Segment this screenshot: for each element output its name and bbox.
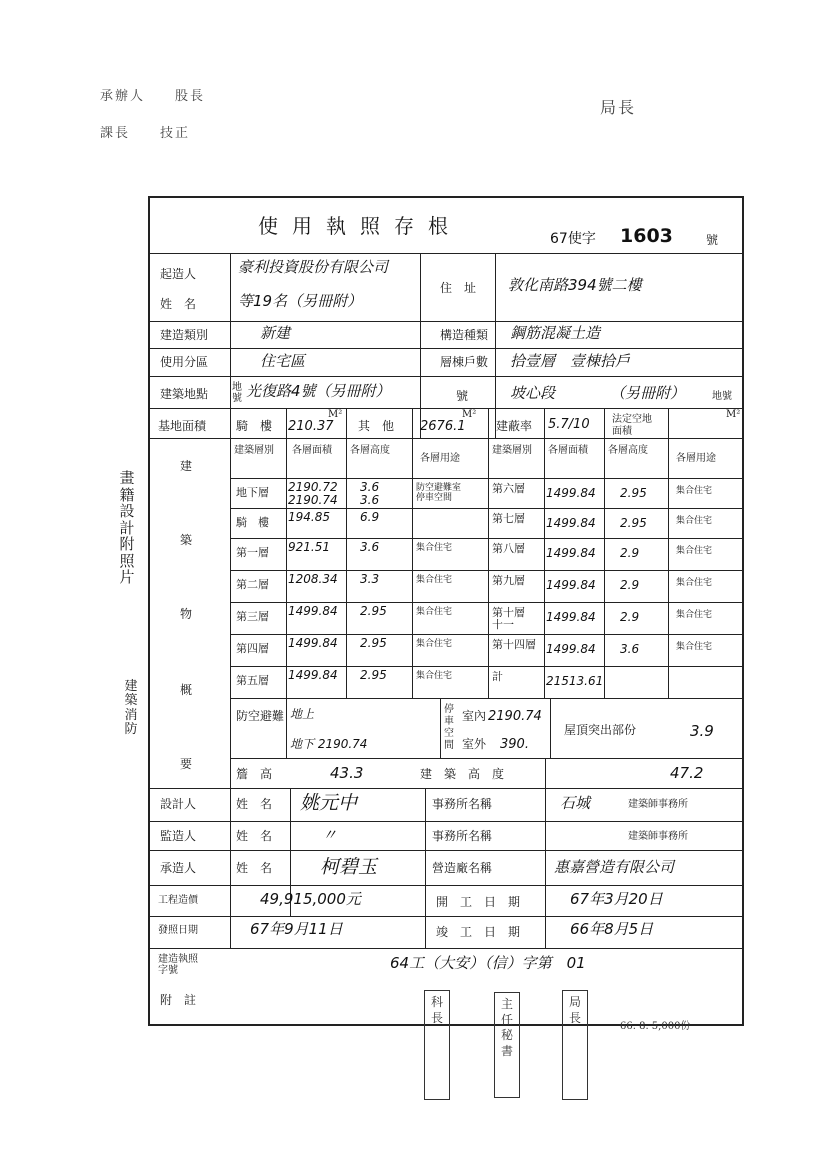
parking-outdoor-label: 室外: [462, 737, 487, 751]
contractor-name-label: 姓 名: [236, 861, 273, 875]
floor-area: 21513.61: [546, 674, 604, 688]
margin-note-left-2: 建築 消防: [124, 679, 151, 737]
eaves-height: 43.3: [330, 764, 364, 782]
section-label-char: 物: [180, 607, 193, 621]
approval-stamp-top-left: [100, 85, 205, 141]
approval-stamp-director: 局長: [562, 990, 588, 1100]
coverage-ratio: 5.7/10: [548, 417, 590, 432]
floor-height: 2.95: [360, 636, 387, 650]
contractor-firm-label: 營造廠名稱: [432, 861, 493, 875]
form-print-note: 66. 8. 5,000份: [620, 1021, 691, 1032]
permit-number-label: 建造執照字號: [158, 954, 198, 976]
building-type: 新建: [260, 324, 291, 342]
section-label-char: 築: [180, 533, 193, 547]
unit-m2: M²: [462, 409, 477, 420]
site-section: 坡心段: [510, 384, 556, 402]
permit-number-suffix: 號: [706, 233, 719, 247]
contractor-label: 承造人: [160, 861, 197, 875]
structure: 鋼筋混凝土造: [510, 324, 601, 342]
floor-height: 3.6: [620, 642, 640, 656]
supervisor-office-label: 事務所名稱: [432, 829, 493, 843]
eaves-height-label: 簷 高: [236, 767, 273, 781]
roof-protrusion: 3.9: [690, 722, 714, 740]
floor-area: 1499.84: [546, 578, 596, 592]
floor-area: 1499.84: [546, 546, 596, 560]
site-tail-hao: 號: [456, 389, 469, 403]
floor-height: 2.95: [360, 604, 387, 618]
floor-area: 1499.84: [546, 486, 596, 500]
start-date-label: 開 工 日 期: [436, 895, 521, 909]
parking-indoor: 2190.74: [488, 709, 542, 724]
floor-label: 第五層: [236, 674, 269, 687]
floor-use: 集合住宅: [676, 546, 713, 556]
designer-name: 姚元中: [300, 792, 358, 814]
floor-use: 集合住宅: [676, 642, 713, 652]
structure-label: 構造種類: [440, 328, 489, 342]
supervisor-label: 監造人: [160, 829, 197, 843]
zoning: 住宅區: [260, 352, 306, 370]
site-lot: （另冊附）: [610, 384, 686, 402]
floor-use: 集合住宅: [676, 516, 713, 526]
approval-stamp-line: 承辦人 股長: [100, 89, 206, 104]
col-header-floor: 建築層別: [234, 445, 274, 456]
col-header-height: 各層高度: [350, 445, 390, 456]
col-header-floor: 建築層別: [492, 445, 532, 456]
approval-stamp-line: 課長 技正: [100, 126, 191, 141]
contractor-firm: 惠嘉營造有限公司: [554, 858, 675, 876]
col-header-height: 各層高度: [608, 445, 648, 456]
section-label-char: 要: [180, 757, 193, 771]
col-header-use: 各層用途: [676, 453, 716, 464]
section-label-char: 概: [180, 683, 193, 697]
applicant-label: 起造人: [160, 267, 197, 281]
remarks-label: 附 註: [160, 993, 197, 1007]
building-permit-number: 64工（大安）（信）字第 01: [390, 954, 586, 972]
construction-cost: 49,915,000元: [260, 890, 361, 908]
start-date: 67年3月20日: [570, 890, 663, 908]
floor-use: 集合住宅: [676, 610, 713, 620]
designer-office-suffix: 建築師事務所: [628, 799, 688, 810]
parking-outdoor: 390.: [500, 737, 529, 752]
approval-stamp-top-right: 局長: [600, 98, 637, 117]
applicant-address: 敦化南路394號二樓: [508, 276, 642, 294]
form-title: 使用執照存根: [258, 214, 462, 238]
underground-area: 地下 2190.74: [290, 737, 368, 751]
approval-stamp-secretary: 主任秘書: [494, 992, 520, 1098]
floors-households: 拾壹層 壹棟拾戶: [510, 352, 631, 370]
permit-number: 1603: [620, 225, 673, 247]
above-ground: 地上: [290, 707, 315, 721]
coverage-label: 建蔽率: [496, 419, 533, 433]
floor-label: 第三層: [236, 610, 269, 623]
section-label-char: 建: [180, 459, 193, 473]
floor-height: 6.9: [360, 510, 380, 524]
arcade-area-label: 騎 樓: [236, 419, 273, 433]
open-space-label: 防空避難: [236, 709, 285, 723]
floor-area: 921.51: [288, 540, 330, 554]
issue-date: 67年9月11日: [250, 920, 343, 938]
floor-label: 第四層: [236, 642, 269, 655]
arcade-area: 210.37: [288, 419, 334, 434]
site-sub-label: 地號: [232, 382, 242, 404]
base-area-label: 基地面積: [158, 419, 207, 433]
approval-stamp-section-chief: 科長: [424, 990, 450, 1100]
floor-label: 第八層: [492, 542, 525, 555]
floor-height: 3.6 3.6: [360, 480, 380, 507]
applicant-name-label: 姓 名: [160, 297, 197, 311]
floor-use: 集合住宅: [676, 486, 713, 496]
usage-permit-stub-form: [148, 196, 744, 1026]
floor-label: 第一層: [236, 546, 269, 559]
unit-m2: M²: [328, 409, 343, 420]
zoning-label: 使用分區: [160, 355, 209, 369]
roof-protrusion-label: 屋頂突出部份: [564, 723, 637, 737]
floor-use: 集合住宅: [416, 607, 453, 617]
building-type-label: 建造類別: [160, 328, 209, 342]
legal-open-area-label: 法定空地面積: [612, 414, 652, 437]
floor-area: 194.85: [288, 510, 330, 524]
issue-date-label: 發照日期: [158, 925, 198, 936]
floor-height: 2.9: [620, 578, 640, 592]
supervisor-name: 〃: [322, 826, 338, 844]
designer-office-label: 事務所名稱: [432, 797, 493, 811]
designer-label: 設計人: [160, 797, 197, 811]
floor-area: 1499.84: [546, 642, 596, 656]
site-location: 光復路4號（另冊附）: [246, 382, 391, 400]
building-height: 47.2: [670, 764, 704, 782]
floor-label: 第六層: [492, 482, 525, 495]
floor-height: 2.9: [620, 546, 640, 560]
supervisor-office-suffix: 建築師事務所: [628, 831, 688, 842]
permit-number-prefix: 67使字: [550, 231, 596, 247]
floor-use: 集合住宅: [416, 671, 453, 681]
parking-indoor-label: 室內: [462, 709, 487, 723]
floors-households-label: 層棟戶數: [440, 355, 489, 369]
floor-height: 2.95: [620, 486, 647, 500]
floor-area: 1499.84: [288, 604, 338, 618]
finish-date: 66年8月5日: [570, 920, 654, 938]
unit-m2: M²: [726, 409, 741, 420]
floor-area: 1499.84: [546, 610, 596, 624]
contractor-name: 柯碧玉: [320, 856, 378, 878]
floor-label: 第二層: [236, 578, 269, 591]
floor-label: 地下層: [236, 486, 269, 499]
designer-office: 石城: [560, 794, 591, 812]
parking-label: 停車空間: [444, 704, 454, 751]
address-label: 住 址: [440, 281, 477, 295]
col-header-area: 各層面積: [292, 445, 332, 456]
applicant-extra: 等19名（另冊附）: [238, 292, 363, 310]
other-area: 2676.1: [420, 419, 466, 434]
col-header-area: 各層面積: [548, 445, 588, 456]
supervisor-name-label: 姓 名: [236, 829, 273, 843]
floor-height: 2.9: [620, 610, 640, 624]
cost-label: 工程造價: [158, 895, 198, 906]
site-lot-label: 地號: [712, 391, 732, 402]
floor-label: 第十層 十一: [492, 606, 525, 631]
building-height-label: 建 築 高 度: [420, 767, 505, 781]
designer-name-label: 姓 名: [236, 797, 273, 811]
floor-area: 2190.72 2190.74: [288, 480, 338, 507]
margin-note-left: 畫籍設計 附照片: [119, 469, 150, 586]
floor-area: 1208.34: [288, 572, 338, 586]
floor-height: 2.95: [620, 516, 647, 530]
floor-area: 1499.84: [288, 668, 338, 682]
floor-label: 第七層: [492, 512, 525, 525]
floor-height: 3.6: [360, 540, 380, 554]
floor-area: 1499.84: [288, 636, 338, 650]
floor-use: 集合住宅: [676, 578, 713, 588]
applicant-name: 豪利投資股份有限公司: [238, 258, 389, 276]
floor-label: 第十四層: [492, 638, 536, 651]
floor-use: 集合住宅: [416, 575, 453, 585]
floor-use: 集合住宅: [416, 543, 453, 553]
floor-label: 第九層: [492, 574, 525, 587]
other-area-label: 其 他: [358, 419, 395, 433]
floor-height: 2.95: [360, 668, 387, 682]
floor-use: 集合住宅: [416, 639, 453, 649]
floor-label: 騎 樓: [236, 516, 269, 529]
floor-area: 1499.84: [546, 516, 596, 530]
floor-height: 3.3: [360, 572, 380, 586]
col-header-use: 各層用途: [420, 453, 460, 464]
site-label: 建築地點: [160, 387, 209, 401]
floor-label: 計: [492, 670, 503, 683]
finish-date-label: 竣 工 日 期: [436, 925, 521, 939]
floor-use: 防空避難室 停車空間: [416, 483, 462, 504]
